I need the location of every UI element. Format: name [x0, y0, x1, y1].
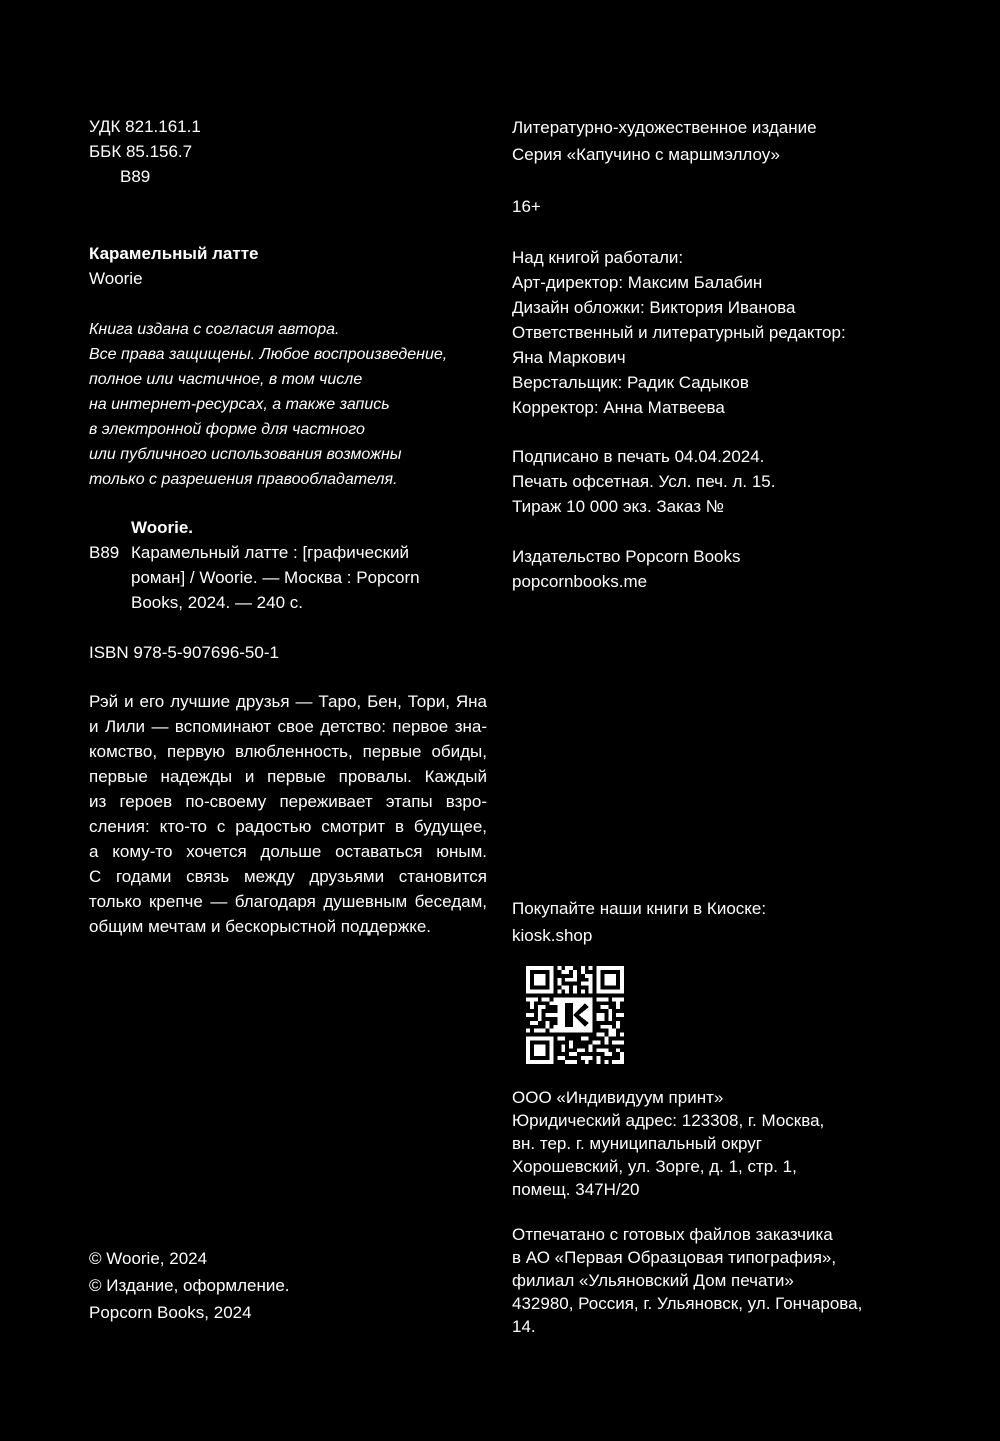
bib-author-heading: Woorie.: [131, 518, 194, 537]
rights-line: только с разрешения правообладателя.: [89, 471, 398, 488]
summary-line: комство, первую влюбленность, первые обиды,: [89, 742, 487, 761]
edition-info: [512, 114, 817, 168]
bib-code: В89: [89, 543, 120, 562]
bib-line: Карамельный латте : [графический: [131, 543, 410, 562]
author-mark: В89: [120, 167, 151, 186]
credits-line: Яна Маркович: [512, 348, 626, 367]
copyright-line: Popcorn Books, 2024: [89, 1303, 252, 1322]
printer-block: [512, 1086, 824, 1201]
rights-line: полное или частичное, в том числе: [89, 371, 363, 388]
summary-line: только крепче — благодаря душевным беседам,: [89, 892, 487, 911]
printer-line: ООО «Индивидуум принт»: [512, 1088, 724, 1107]
credits-line: Ответственный и литературный редактор:: [512, 323, 846, 342]
book-author: Woorie: [89, 269, 143, 288]
credits-block: [512, 245, 846, 420]
series-line: Серия «Капучино с маршмэллоу»: [512, 145, 780, 164]
udk-code: УДК 821.161.1: [89, 117, 201, 136]
credits-line: Дизайн обложки: Виктория Иванова: [512, 298, 796, 317]
isbn: ISBN 978-5-907696-50-1: [89, 643, 279, 662]
publisher-site: popcornbooks.me: [512, 572, 648, 591]
shop-line: Покупайте наши книги в Киоске:: [512, 899, 767, 918]
bib-row: [89, 540, 420, 565]
summary-line: Рэй и его лучшие друзья — Таро, Бен, Тори, Яна: [89, 692, 487, 711]
printed-by-block: [512, 1223, 862, 1338]
classification-block: [89, 114, 201, 189]
copyright-line: © Издание, оформление.: [89, 1276, 290, 1295]
printer-line: вн. тер. г. муниципальный округ: [512, 1134, 763, 1153]
shop-block: [512, 895, 766, 949]
qr-code-icon: [526, 966, 624, 1064]
bbk-code: ББК 85.156.7: [89, 142, 193, 161]
printed-by-line: в АО «Первая Образцовая типография»,: [512, 1248, 837, 1267]
bib-line: роман] / Woorie. — Москва : Popcorn: [131, 568, 420, 587]
shop-url: kiosk.shop: [512, 926, 593, 945]
summary-line: общим мечтам и бескорыстной поддержке.: [89, 917, 432, 936]
copyright-block: [89, 1245, 290, 1326]
printer-line: помещ. 347Н/20: [512, 1180, 640, 1199]
summary-line: сления: кто-то с радостью смотрит в будущее,: [89, 817, 487, 836]
publisher-block: [512, 544, 741, 594]
summary-line: и Лили — вспоминают свое детство: первое зна-: [89, 717, 487, 736]
print-line: Печать офсетная. Усл. печ. л. 15.: [512, 472, 776, 491]
rights-line: в электронной форме для частного: [89, 421, 365, 438]
bibliographic-record: [89, 515, 420, 615]
printer-line: Хорошевский, ул. Зорге, д. 1, стр. 1,: [512, 1157, 797, 1176]
summary-annotation: [89, 689, 487, 939]
printed-by-line: 14.: [512, 1317, 536, 1336]
printer-line: Юридический адрес: 123308, г. Москва,: [512, 1111, 825, 1130]
summary-line: из героев по-своему переживает этапы взро-: [89, 792, 487, 811]
copyright-line: © Woorie, 2024: [89, 1249, 208, 1268]
summary-line: а кому-то хочется дольше оставаться юным.: [89, 842, 487, 861]
edition-line: Литературно-художественное издание: [512, 118, 817, 137]
rights-line: Книга издана с согласия автора.: [89, 321, 340, 338]
book-title-block: [89, 241, 258, 291]
rights-line: на интернет-ресурсах, а также запись: [89, 396, 390, 413]
publisher-name: Издательство Popcorn Books: [512, 547, 741, 566]
printed-by-line: филиал «Ульяновский Дом печати»: [512, 1271, 794, 1290]
rights-line: Все права защищены. Любое воспроизведение,: [89, 346, 448, 363]
print-line: Тираж 10 000 экз. Заказ №: [512, 497, 724, 516]
rights-line: или публичного использования возможны: [89, 446, 402, 463]
credits-line: Арт-директор: Максим Балабин: [512, 273, 763, 292]
age-rating: 16+: [512, 197, 541, 216]
book-title: Карамельный латте: [89, 244, 259, 263]
printed-by-line: 432980, Россия, г. Ульяновск, ул. Гончарова,: [512, 1294, 863, 1313]
summary-line: первые надежды и первые провалы. Каждый: [89, 767, 487, 786]
rights-notice: [89, 317, 447, 492]
credits-line: Верстальщик: Радик Садыков: [512, 373, 749, 392]
credits-line: Корректор: Анна Матвеева: [512, 398, 725, 417]
printed-by-line: Отпечатано с готовых файлов заказчика: [512, 1225, 833, 1244]
credits-line: Над книгой работали:: [512, 248, 684, 267]
summary-line: С годами связь между друзьями становится: [89, 867, 487, 886]
print-line: Подписано в печать 04.04.2024.: [512, 447, 765, 466]
bib-line: Books, 2024. — 240 с.: [131, 593, 303, 612]
print-info: [512, 444, 775, 519]
